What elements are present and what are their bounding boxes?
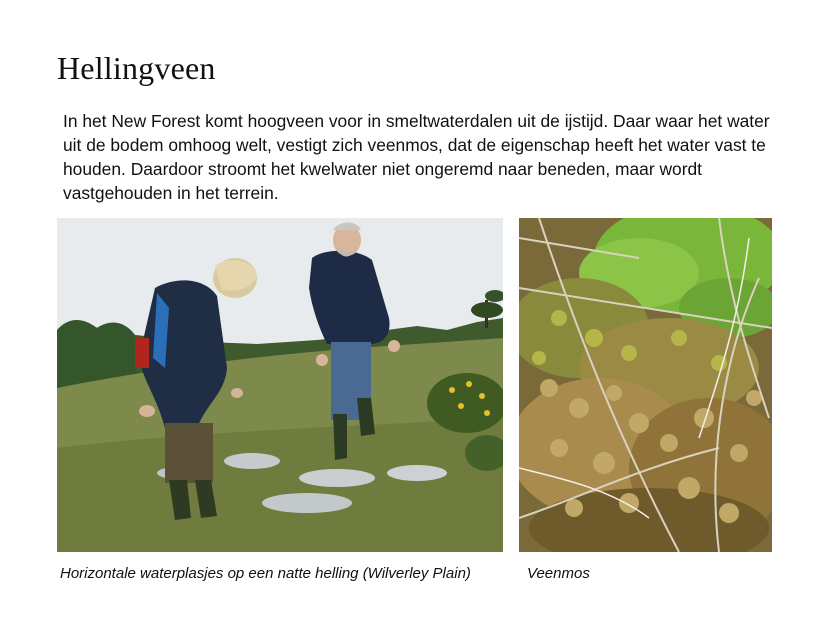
right-photo-caption: Veenmos xyxy=(527,565,590,582)
slide-title: Hellingveen xyxy=(57,50,216,86)
heath-slope-photo xyxy=(57,218,503,552)
left-photo-caption: Horizontale waterplasjes op een natte helling (Wilverley Plain) xyxy=(60,565,471,582)
sphagnum-moss-photo xyxy=(519,218,772,552)
slide-body-text: In het New Forest komt hoogveen voor in smeltwaterdalen uit de ijstijd. Daar waar het water uit de bodem omhoog welt, vestigt zich veenmos, dat de eigenschap heeft het water vast te houden. Daardoor stroomt het kwelwater niet ongeremd naar beneden, maar wordt vastgehouden in het terrein. xyxy=(63,111,770,203)
